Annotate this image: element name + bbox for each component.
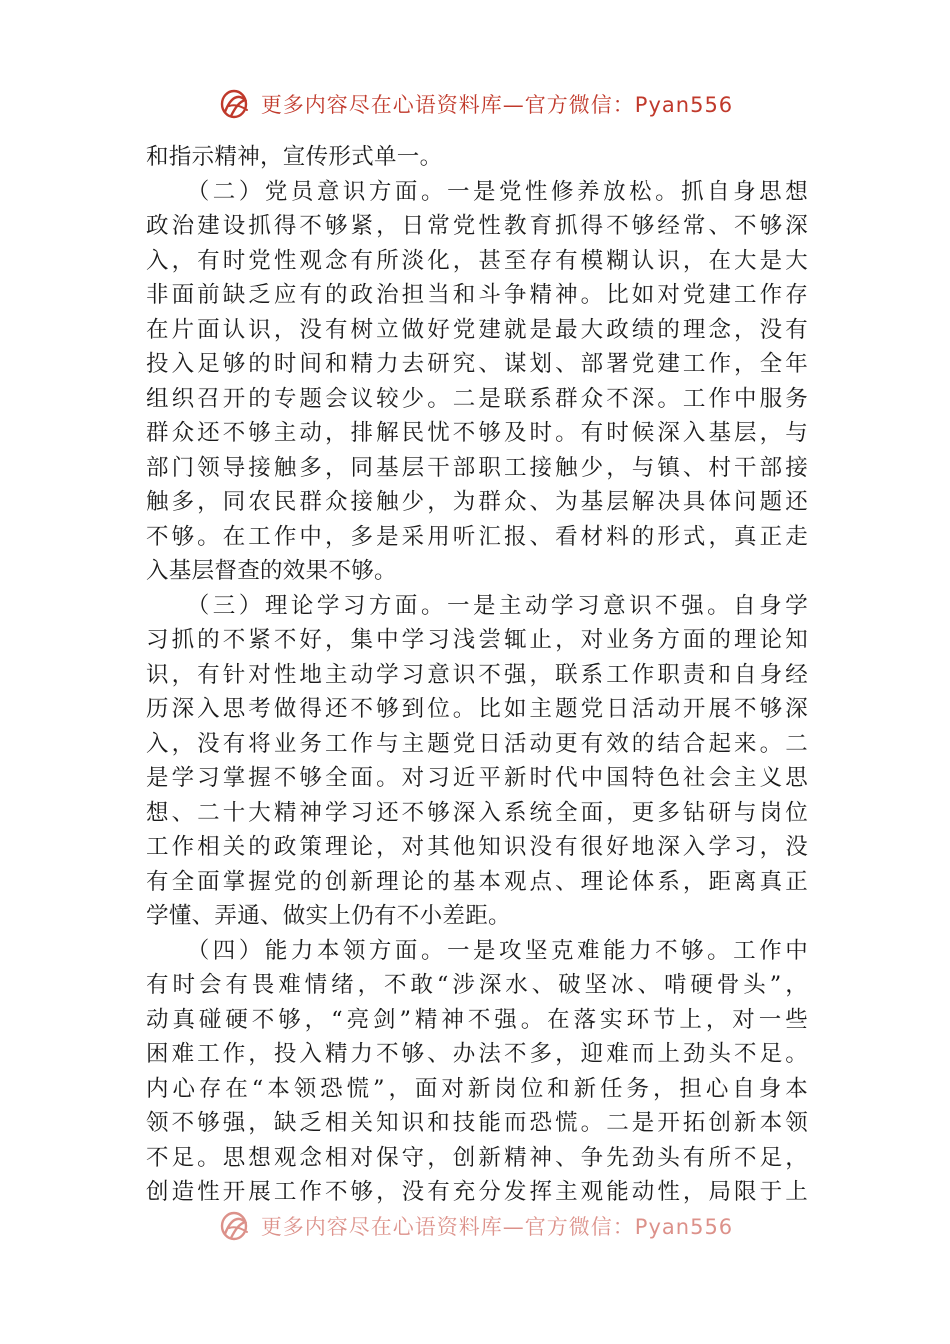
watermark-text: 更多内容尽在心语资料库—官方微信：Pyan556 [260,1215,734,1239]
text-line: 学懂、弄通、做实上仍有不小差距。 [146,903,511,929]
signature-logo-icon [217,86,253,122]
text-line: 入基层督查的效果不够。 [146,558,397,584]
text-line: 非面前缺乏应有的政治担当和斗争精神。比如对党建工作存 [146,282,808,308]
text-line: 有全面掌握党的创新理论的基本观点、理论体系，距离真正 [146,868,808,895]
text-line: 困难工作，投入精力不够、办法不多，迎难而上劲头不足。 [146,1041,808,1067]
text-line: 动真碰硬不够，“亮剑”精神不强。在落实环节上，对一些 [146,1006,808,1033]
text-line: 组织召开的专题会议较少。二是联系群众不深。工作中服务 [146,385,808,412]
text-line: 是学习掌握不够全面。对习近平新时代中国特色社会主义思 [146,765,808,791]
text-line: 入，没有将业务工作与主题党日活动更有效的结合起来。二 [146,730,808,757]
text-line: 在片面认识，没有树立做好党建就是最大政绩的理念，没有 [146,316,808,343]
document-body [146,140,808,1210]
footer-watermark [0,1206,950,1246]
text-line: 有时会有畏难情绪，不敢“涉深水、破坚冰、啃硬骨头”， [146,972,808,998]
text-line: （三）理论学习方面。一是主动学习意识不强。自身学 [146,592,808,619]
watermark-text: 更多内容尽在心语资料库—官方微信：Pyan556 [260,93,734,117]
text-line: 政治建设抓得不够紧，日常党性教育抓得不够经常、不够深 [146,213,808,239]
text-line: 部门领导接触多，同基层干部职工接触少，与镇、村干部接 [146,454,808,481]
text-line: 领不够强，缺乏相关知识和技能而恐慌。二是开拓创新本领 [146,1110,808,1136]
text-line: 不够。在工作中，多是采用听汇报、看材料的形式，真正走 [146,523,808,550]
text-line: 群众还不够主动，排解民忧不够及时。有时候深入基层，与 [146,420,808,446]
header-watermark [0,84,950,124]
text-line: 投入足够的时间和精力去研究、谋划、部署党建工作，全年 [146,351,808,377]
text-line: （二）党员意识方面。一是党性修养放松。抓自身思想 [146,178,808,205]
text-line: 内心存在“本领恐慌”，面对新岗位和新任务，担心自身本 [146,1075,808,1102]
text-line: 不足。思想观念相对保守，创新精神、争先劲头有所不足， [146,1144,808,1171]
text-line: 创造性开展工作不够，没有充分发挥主观能动性，局限于上 [146,1179,808,1205]
text-line: 和指示精神，宣传形式单一。 [146,144,443,170]
text-line: 习抓的不紧不好，集中学习浅尝辄止，对业务方面的理论知 [146,627,808,653]
text-line: （四）能力本领方面。一是攻坚克难能力不够。工作中 [146,937,808,964]
text-line: 入，有时党性观念有所淡化，甚至存有模糊认识，在大是大 [146,247,808,274]
text-line: 触多，同农民群众接触少，为群众、为基层解决具体问题还 [146,489,808,515]
text-line: 想、二十大精神学习还不够深入系统全面，更多钻研与岗位 [146,799,808,826]
signature-logo-icon [217,1208,253,1244]
text-line: 工作相关的政策理论，对其他知识没有很好地深入学习，没 [146,834,808,860]
text-line: 历深入思考做得还不够到位。比如主题党日活动开展不够深 [146,696,808,722]
text-line: 识，有针对性地主动学习意识不强，联系工作职责和自身经 [146,661,808,688]
